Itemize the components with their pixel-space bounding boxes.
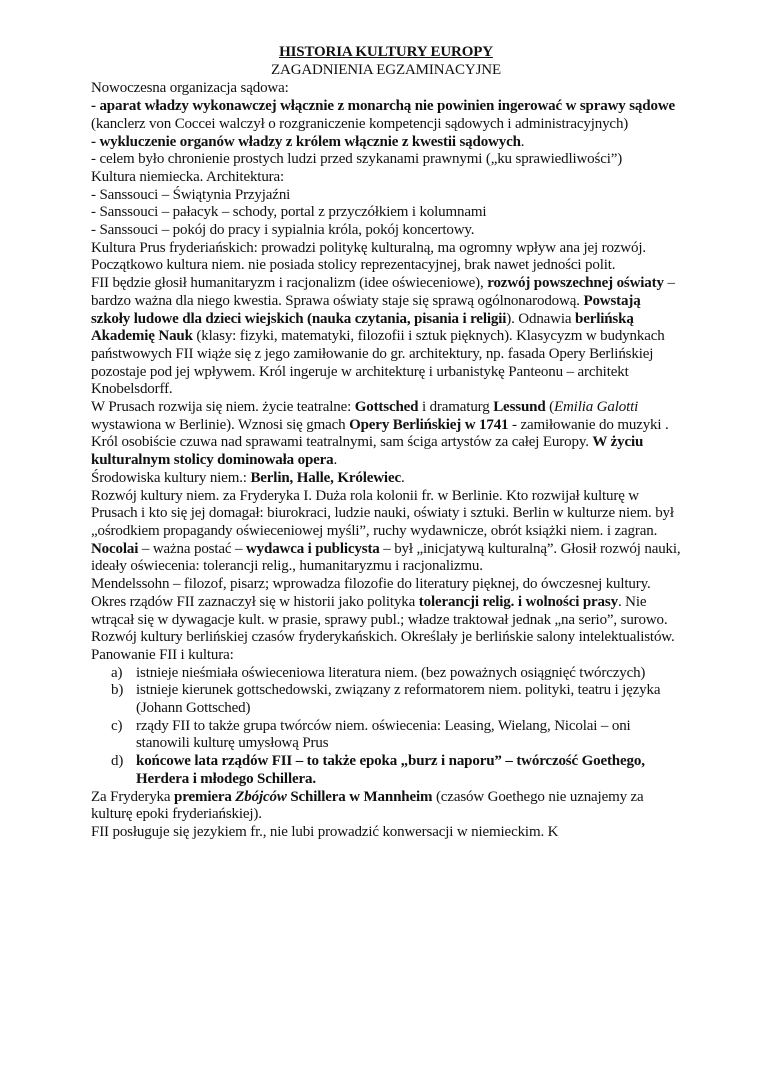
- paragraph: - aparat władzy wykonawczej włącznie z monarchą nie powinien ingerować w sprawy sądowe (kanclerz von Coccei walczył o rozgraniczenie kompetencji sądowych i administracyjnych): [91, 98, 676, 132]
- paragraph: Rozwój kultury berlińskiej czasów fryderykańskich. Określały je berlińskie salony intelektualistów.: [91, 629, 675, 646]
- list-marker: b): [111, 682, 124, 699]
- list-marker: c): [111, 717, 123, 734]
- document-title: HISTORIA KULTURY EUROPY: [279, 44, 493, 60]
- list-item: c) rządy FII to także grupa twórców niem. oświecenia: Leasing, Wielang, Nicolai – oni stanowili kulturę umysłową Prus: [111, 717, 631, 752]
- paragraph: Za Fryderyka premiera Zbójców Schillera w Mannheim (czasów Goethego nie uznajemy za kulturę epoki fryderiańskiej).: [91, 788, 644, 823]
- paragraph: Panowanie FII i kultura:: [91, 646, 234, 663]
- paragraph: Nocolai – ważna postać – wydawca i publicysta – był „inicjatywą kulturalną”. Głosił rozwój nauki, ideały oświecenia: tolerancji relig., humanitaryzmu i racjonalizmu.: [91, 540, 681, 575]
- list-marker: d): [111, 753, 124, 770]
- paragraph: - Sanssouci – Świątynia Przyjaźni: [91, 186, 291, 203]
- paragraph: FII posługuje się jezykiem fr., nie lubi prowadzić konwersacji w niemieckim. K: [91, 823, 559, 840]
- paragraph: Mendelssohn – filozof, pisarz; wprowadza filozofie do literatury pięknej, do ówczesnej kultury.: [91, 576, 651, 593]
- paragraph: - wykluczenie organów władzy z królem włącznie z kwestii sądowych.: [91, 133, 525, 150]
- list-item: a) istnieje nieśmiała oświeceniowa literatura niem. (bez poważnych osiągnięć twórczych): [111, 664, 646, 681]
- list-marker: a): [111, 664, 123, 681]
- paragraph: - Sanssouci – pałacyk – schody, portal z przyczółkiem i kolumnami: [91, 204, 487, 221]
- paragraph: Środowiska kultury niem.: Berlin, Halle, Królewiec.: [91, 469, 405, 486]
- paragraph: Kultura Prus fryderiańskich: prowadzi politykę kulturalną, ma ogromny wpływ ana jej rozwój. Początkowo kultura niem. nie posiada stolicy reprezentacyjnej, brak nawet jedności polit.: [91, 239, 646, 274]
- paragraph: FII będzie głosił humanitaryzm i racjonalizm (idee oświeceniowe), rozwój powszechnej oświaty – bardzo ważna dla niego kwestia. Sprawa oświaty staje się sprawą ogólnonarodową. Powstają szkoły ludowe dla dzieci wiejskich (nauka czytania, pisania i religii). Odnawia berlińską Akademię Nauk (klasy: fizyki, matematyki, filozofii i sztuk pięknych). Klasycyzm w budynkach państwowych FII wiąże się z jego zamiłowanie do gr. architektury, np. fasada Opery Berlińskiej pozostaje pod jej wpływem. Król ingeruje w architekturę i urbanistykę Panteonu – architekt Knobelsdorff.: [91, 275, 675, 398]
- lettered-list: [91, 665, 681, 789]
- paragraph: W Prusach rozwija się niem. życie teatralne: Gottsched i dramaturg Lessund (Emilia Galotti wystawiona w Berlinie). Wznosi się gmach Opery Berlińskiej w 1741 - zamiłowanie do muzyki . Król osobiście czuwa nad sprawami teatralnymi, sam ściga artystów za całej Europy. W życiu kulturalnym stolicy dominowała opera.: [91, 399, 669, 469]
- paragraph: - celem było chronienie prostych ludzi przed szykanami prawnymi („ku sprawiedliwości”): [91, 151, 623, 168]
- paragraph: - Sanssouci – pokój do pracy i sypialnia króla, pokój koncertowy.: [91, 222, 475, 239]
- list-item: b) istnieje kierunek gottschedowski, związany z reformatorem niem. polityki, teatru i języka (Johann Gottsched): [111, 682, 661, 717]
- list-item: d) końcowe lata rządów FII – to także epoka „burz i naporu” – twórczość Goethego, Herdera i młodego Schillera.: [111, 753, 645, 787]
- paragraph: Kultura niemiecka. Architektura:: [91, 168, 285, 185]
- paragraph: Okres rządów FII zaznaczył się w historii jako polityka tolerancji relig. i wolności prasy. Nie wtrącał się w dywagacje kult. w prasie, sprawy publ.; władze traktował jednak „na serio”, surowo.: [91, 593, 668, 628]
- paragraph: Nowoczesna organizacja sądowa:: [91, 80, 289, 97]
- document-page: [91, 44, 681, 842]
- document-subtitle: ZAGADNIENIA EGZAMINACYJNE: [271, 61, 501, 78]
- paragraph: Rozwój kultury niem. za Fryderyka I. Duża rola kolonii fr. w Berlinie. Kto rozwijał kulturę w Prusach i kto się jej domagał: biurokraci, ludzie nauki, oświaty i sztuki. Berlin w kulturze niem. był „ośrodkiem propagandy oświeceniowej myśli”, ruchy wydawnicze, obrót książki niem. i zagran.: [91, 487, 674, 539]
